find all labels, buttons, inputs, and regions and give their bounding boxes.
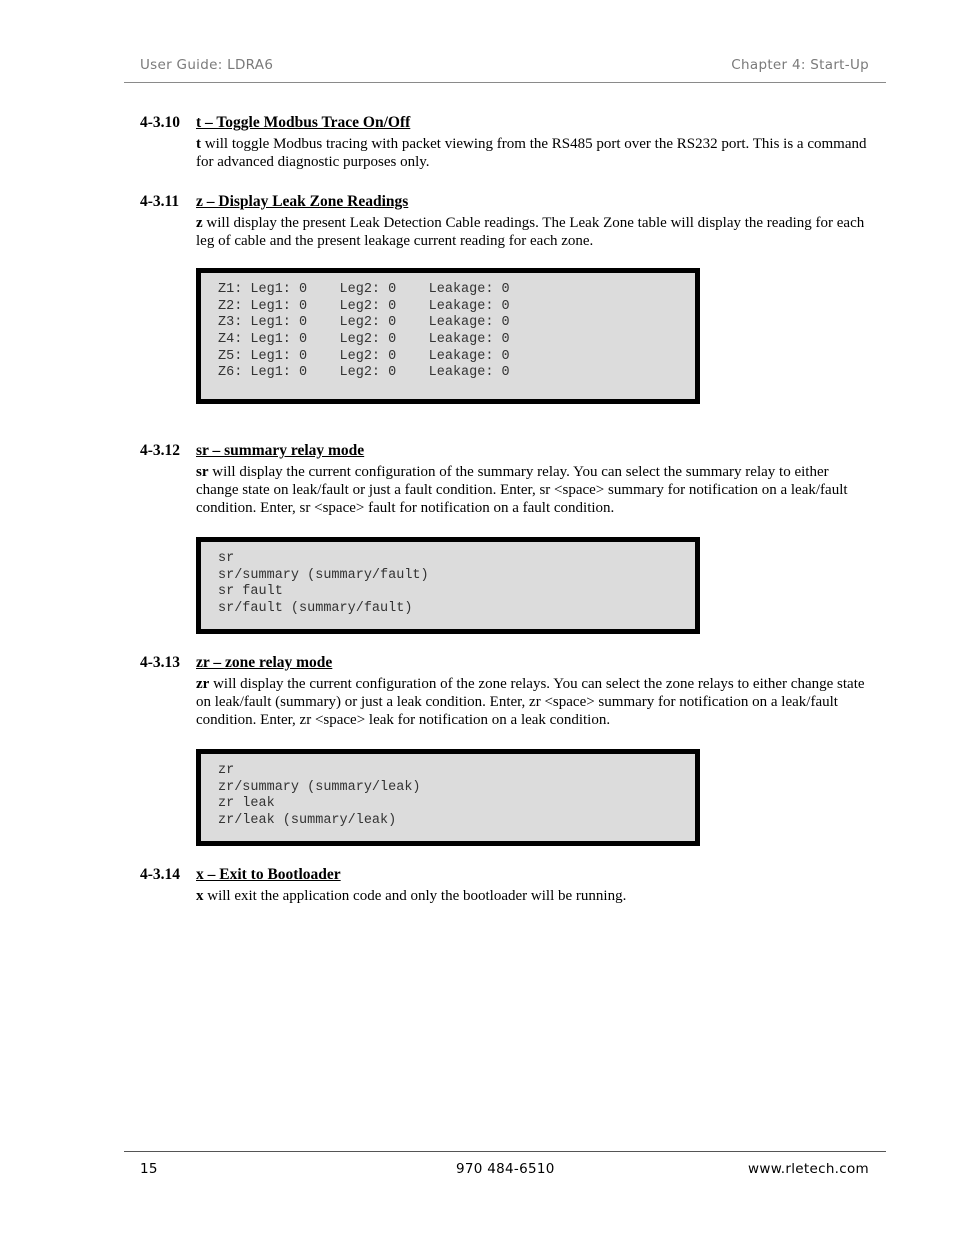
- page-footer: [140, 1161, 869, 1177]
- terminal-line: sr/summary (summary/fault): [218, 567, 429, 583]
- terminal-line: Z5: Leg1: 0 Leg2: 0 Leakage: 0: [218, 348, 510, 364]
- section-description: [196, 675, 872, 729]
- terminal-line: zr leak: [218, 796, 275, 812]
- terminal-leak-zone-output: [196, 268, 700, 404]
- section-number: 4-3.10: [140, 114, 181, 131]
- terminal-line: zr/leak (summary/leak): [218, 813, 397, 829]
- terminal-line: Z1: Leg1: 0 Leg2: 0 Leakage: 0: [218, 282, 510, 297]
- section-description: [196, 214, 872, 250]
- section-number: 4-3.11: [140, 193, 180, 210]
- command-keyword: zr: [196, 676, 210, 692]
- section-summary-relay-mode: [140, 441, 868, 517]
- command-keyword: sr: [196, 464, 209, 480]
- header-divider: [124, 82, 886, 83]
- section-number: 4-3.12: [140, 442, 181, 459]
- section-description: [196, 463, 872, 517]
- section-number: 4-3.14: [140, 866, 181, 883]
- page-number: 15: [140, 1161, 158, 1177]
- section-title: x – Exit to Bootloader: [196, 866, 341, 883]
- section-description: [196, 887, 872, 905]
- command-keyword: x: [196, 888, 204, 904]
- terminal-line: sr/fault (summary/fault): [218, 601, 413, 617]
- page-header: [140, 57, 869, 73]
- section-exit-to-bootloader: [140, 865, 868, 905]
- section-display-leak-zone-readings: [140, 192, 868, 250]
- section-heading: [140, 441, 868, 460]
- description-text: will exit the application code and only the bootloader will be running.: [203, 888, 627, 904]
- description-text: will display the present Leak Detection Cable readings. The Leak Zone table will display the reading for each leg of cable and the present leakage current reading for each zone.: [196, 215, 865, 249]
- terminal-line: sr fault: [218, 584, 283, 600]
- header-guide-title: User Guide: LDRA6: [140, 57, 274, 73]
- terminal-zone-relay-output: [196, 749, 700, 846]
- section-heading: [140, 113, 868, 132]
- section-toggle-modbus-trace: [140, 113, 868, 171]
- footer-phone: 970 484-6510: [456, 1161, 555, 1177]
- command-keyword: z: [196, 215, 203, 231]
- terminal-line: zr/summary (summary/leak): [218, 779, 421, 795]
- section-number: 4-3.13: [140, 654, 181, 671]
- terminal-line: zr: [218, 763, 235, 778]
- terminal-line: Z6: Leg1: 0 Leg2: 0 Leakage: 0: [218, 365, 510, 381]
- terminal-line: Z2: Leg1: 0 Leg2: 0 Leakage: 0: [218, 298, 510, 314]
- section-zone-relay-mode: [140, 653, 868, 729]
- section-title: zr – zone relay mode: [196, 654, 333, 671]
- footer-website: www.rletech.com: [748, 1161, 869, 1177]
- description-text: will display the current configuration of the summary relay. You can select the summary relay to either change state on leak/fault or just a fault condition. Enter, sr <space> summary for notification on a leak/fault condition. Enter, sr <space> fault for notification on a fault condition.: [196, 464, 848, 516]
- section-heading: [140, 865, 868, 884]
- section-title: z – Display Leak Zone Readings: [196, 193, 409, 210]
- footer-divider: [124, 1151, 886, 1152]
- terminal-summary-relay-output: [196, 537, 700, 634]
- section-heading: [140, 653, 868, 672]
- description-text: will display the current configuration of the zone relays. You can select the zone relays to either change state on leak/fault (summary) or just a leak condition. Enter, zr <space> summary for notification on a leak/fault condition. Enter, zr <space> leak for notification on a leak condition.: [196, 676, 865, 728]
- section-description: [196, 135, 872, 171]
- section-title: t – Toggle Modbus Trace On/Off: [196, 114, 411, 131]
- header-chapter-title: Chapter 4: Start-Up: [731, 57, 869, 73]
- terminal-line: Z3: Leg1: 0 Leg2: 0 Leakage: 0: [218, 315, 510, 331]
- description-text: will toggle Modbus tracing with packet viewing from the RS485 port over the RS232 port. This is a command for advanced diagnostic purposes only.: [196, 136, 867, 170]
- terminal-line: Z4: Leg1: 0 Leg2: 0 Leakage: 0: [218, 332, 510, 348]
- command-keyword: t: [196, 136, 201, 152]
- section-heading: [140, 192, 868, 211]
- section-title: sr – summary relay mode: [196, 442, 365, 459]
- terminal-line: sr: [218, 551, 235, 566]
